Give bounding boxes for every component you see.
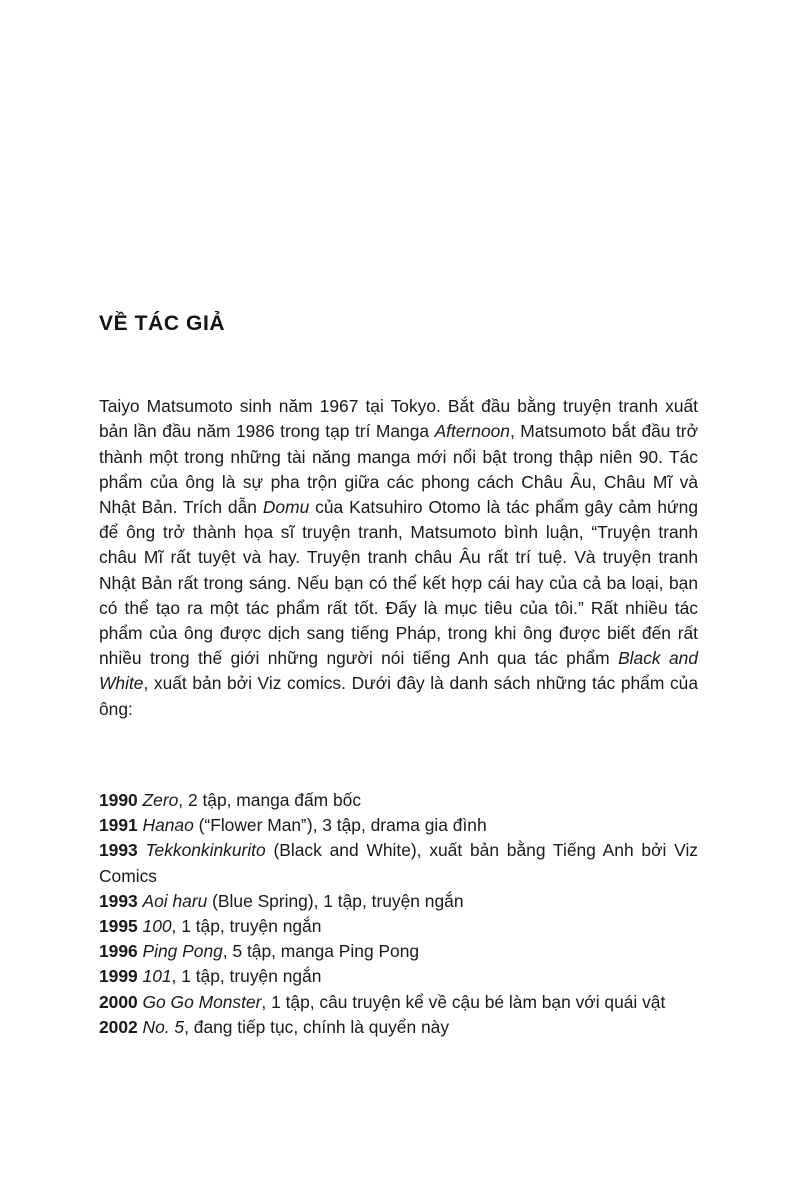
works-list-item: [99, 914, 698, 939]
about-author-section: [99, 312, 698, 722]
works-list-item: [99, 889, 698, 914]
bio-text-run: , Matsumoto bắt đầu trở thành một trong những tài năng manga mới nổi bật trong thập niên 90. Tác phẩm của ông là sự pha trộn giữa các phong cách Châu Âu, Châu Mĩ và Nhật Bản. Trích dẫn: [99, 421, 698, 517]
author-biography-paragraph: [99, 394, 698, 722]
bio-title-italic: Afternoon: [434, 421, 510, 442]
work-description: , 5 tập, manga Ping Pong: [222, 941, 420, 962]
work-year: 1996: [99, 941, 138, 962]
bio-text-run: , xuất bản bởi Viz comics. Dưới đây là danh sách những tác phẩm của ông:: [99, 673, 698, 719]
work-description: , 1 tập, câu truyện kể về cậu bé làm bạn với quái vật: [261, 991, 666, 1012]
work-description: , đang tiếp tục, chính là quyển này: [184, 1016, 450, 1037]
work-year: 1999: [99, 966, 138, 987]
work-year: 1990: [99, 790, 138, 810]
work-title: No. 5: [142, 1016, 185, 1037]
works-list-item: [99, 964, 698, 989]
work-title: Tekkonkinkurito: [145, 840, 266, 861]
work-title: 100: [142, 916, 172, 937]
work-year: 1991: [99, 815, 138, 836]
work-description: (Black and White), xuất bản bằng Tiếng Anh bởi Viz Comics: [99, 840, 698, 886]
work-title: Hanao: [142, 815, 194, 836]
work-title: Zero: [142, 790, 179, 810]
work-description: , 1 tập, truyện ngắn: [171, 966, 322, 987]
works-bibliography-list: [99, 788, 698, 1040]
work-year: 1993: [99, 840, 138, 861]
work-description: (Blue Spring), 1 tập, truyện ngắn: [207, 890, 464, 911]
works-list-item: [99, 939, 698, 964]
work-year: 2000: [99, 991, 138, 1012]
bio-title-italic: Domu: [262, 496, 310, 517]
work-title: Aoi haru: [142, 890, 208, 911]
bio-title-italic: Black and White: [99, 648, 698, 694]
works-list-item: [99, 813, 698, 838]
work-year: 2002: [99, 1016, 138, 1037]
works-list-item: [99, 788, 698, 813]
work-description: , 1 tập, truyện ngắn: [171, 916, 322, 937]
work-title: 101: [142, 966, 172, 987]
work-description: (“Flower Man‟), 3 tập, drama gia đình: [193, 815, 487, 836]
page-title: VỀ TÁC GIẢ: [99, 312, 226, 335]
work-title: Ping Pong: [142, 941, 223, 962]
bio-text-run: của Katsuhiro Otomo là tác phẩm gây cảm hứng để ông trở thành họa sĩ truyện tranh, Matsumoto bình luận, “Truyện tranh châu Mĩ rất tuyệt và hay. Truyện tranh châu Âu rất trí tuệ. Và truyện tranh Nhật Bản rất trong sáng. Nếu bạn có thể kết hợp cái hay của cả ba loại, bạn có thể tạo ra một tác phẩm rất tốt. Đấy là mục tiêu của tôi.” Rất nhiều tác phẩm của ông được dịch sang tiếng Pháp, trong khi ông được biết đến rất nhiều trong thế giới những người nói tiếng Anh qua tác phẩm: [99, 496, 698, 669]
work-year: 1995: [99, 916, 138, 937]
work-year: 1993: [99, 890, 138, 911]
bio-text-run: Taiyo Matsumoto sinh năm 1967 tại Tokyo. Bắt đầu bằng truyện tranh xuất bản lần đầu năm 1986 trong tạp trí Manga: [99, 396, 698, 442]
works-list-item: [99, 990, 698, 1015]
work-description: , 2 tập, manga đấm bốc: [178, 790, 362, 810]
works-list-item: [99, 838, 698, 888]
work-title: Go Go Monster: [142, 991, 262, 1012]
works-list-item: [99, 1015, 698, 1040]
